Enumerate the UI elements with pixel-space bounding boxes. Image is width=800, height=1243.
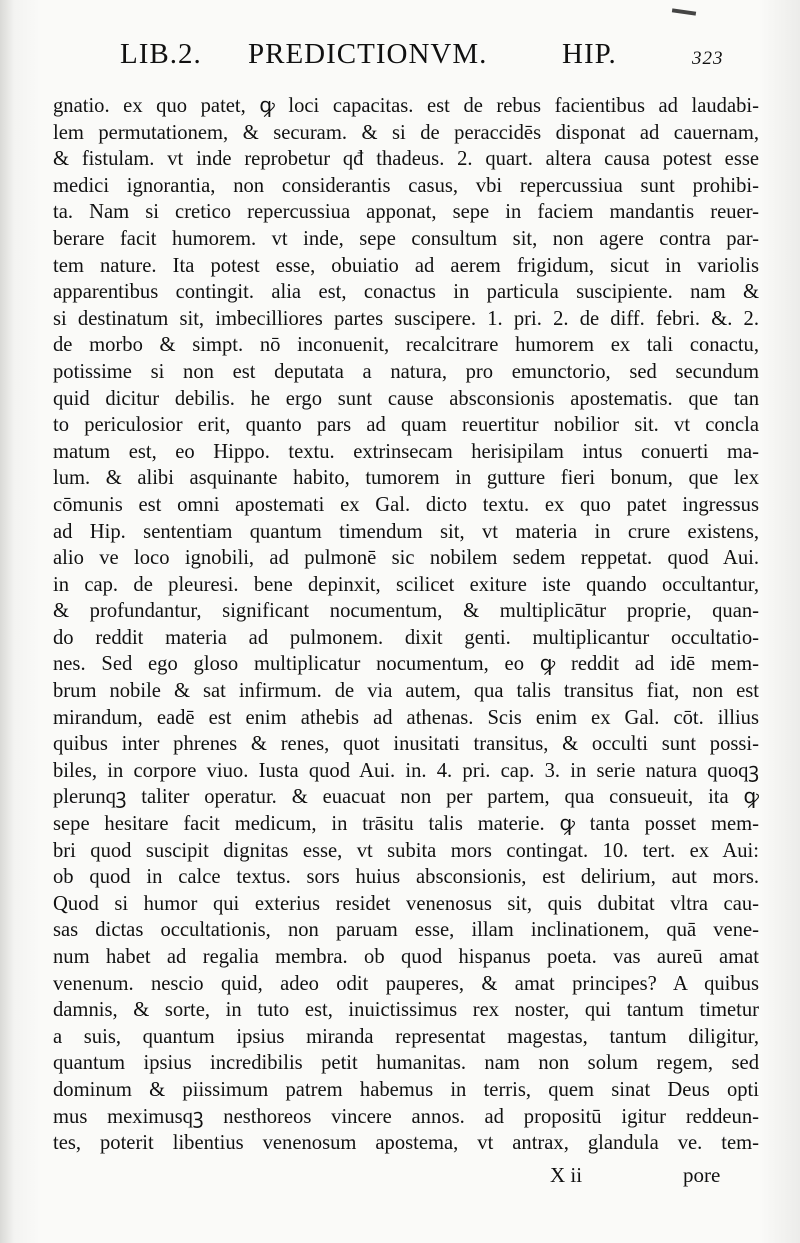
text-line: dominum & piissimum patrem habemus in terris, quem sinat Deus opti: [53, 1078, 759, 1101]
text-line: & fistulam. vt inde reprobetur qđ thadeus. 2. quart. altera causa potest esse: [53, 148, 759, 171]
text-line: ta. Nam si cretico repercussiua apponat, sepe in faciem mandantis reuer-: [53, 201, 759, 224]
text-line: matum est, eo Hippo. textu. extrinsecam herisipilam intus conuerti ma-: [53, 440, 759, 463]
header-author: HIP.: [562, 38, 617, 70]
text-line: quid dicitur debilis. he ergo sunt cause absconsionis apostematis. que tan: [53, 387, 759, 410]
text-line: sas dictas occultationis, non paruam esse, illam inclinationem, quā vene-: [53, 919, 759, 942]
text-line: & profundantur, significant nocumentum, & multiplicātur proprie, quan-: [53, 600, 759, 623]
text-line: apparentibus contingit. alia est, conactus in particula suscipiente. nam &: [53, 281, 759, 304]
text-line: nes. Sed ego gloso multiplicatur nocumentum, eo ꝙ reddit ad idē mem-: [53, 653, 759, 676]
text-line: plerunqꝫ taliter operatur. & euacuat non per partem, qua consueuit, ita ꝙ: [53, 786, 759, 809]
text-line: sepe hesitare facit medicum, in trāsitu talis materie. ꝙ tanta posset mem-: [53, 813, 759, 836]
text-line: ad Hip. sententiam quantum timendum sit, vt materia in crure existens,: [53, 520, 759, 543]
text-line: berare facit humorem. vt inde, sepe consultum sit, non agere contra par-: [53, 227, 759, 250]
text-line: cōmunis est omni apostemati ex Gal. dicto textu. ex quo patet ingressus: [53, 493, 759, 516]
text-line: mus meximusqꝫ nesthoreos vincere annos. ad propositū igitur reddeun-: [53, 1105, 759, 1128]
text-line: num habet ad regalia membra. ob quod hispanus poeta. vas aureū amat: [53, 946, 759, 968]
text-line: damnis, & sorte, in tuto est, inuictissimus rex noster, qui tantum timetur: [53, 999, 759, 1022]
running-header: [120, 38, 760, 74]
ink-mark: [672, 8, 696, 15]
folio-number: 323: [692, 48, 724, 69]
text-line: bri quod suscipit dignitas esse, vt subita mors contingat. 10. tert. ex Aui:: [53, 839, 759, 862]
signature-mark: X ii: [550, 1163, 583, 1187]
text-line: lum. & alibi asquinante habito, tumorem in gutture fieri bonum, que lex: [53, 467, 759, 490]
text-line: tes, poterit libentius venenosum apostema, vt antrax, glandula ve. tem-: [53, 1132, 759, 1155]
page-footer: [53, 1163, 759, 1193]
text-line: ob quod in calce textus. sors huius absconsionis, est delirium, aut mors.: [53, 866, 759, 889]
text-line: si destinatum sit, imbecilliores partes suscipere. 1. pri. 2. de diff. febri. &. 2.: [53, 307, 759, 330]
text-line: mirandum, eadē est enim athebis ad athenas. Scis enim ex Gal. cōt. illius: [53, 706, 759, 729]
text-line: lem permutationem, & securam. & si de peraccidēs disponat ad cauernam,: [53, 121, 759, 144]
text-line: tem nature. Ita potest esse, obuiatio ad aerem frigidum, sicut in variolis: [53, 254, 759, 277]
text-line: alio ve loco ignobili, ad pulmonē sic nobilem sedem reppetat. quod Aui.: [53, 547, 759, 570]
text-line: biles, in corpore viuo. Iusta quod Aui. in. 4. pri. cap. 3. in serie natura quoqꝫ: [53, 759, 759, 782]
header-book-number: LIB.2.: [120, 38, 202, 70]
text-line: quantum ipsius incredibilis petit humanitas. nam non solum regem, sed: [53, 1052, 759, 1075]
text-line: quibus inter phrenes & renes, quot inusitati transitus, & occulti sunt possi-: [53, 733, 759, 756]
body-text: [53, 93, 759, 1157]
text-line: potissime si non est deputata a natura, pro emunctorio, sed secundum: [53, 360, 759, 383]
text-line: venenum. nescio quid, adeo odit pauperes, & amat principes? A quibus: [53, 972, 759, 995]
header-title: PREDICTIONVM.: [248, 38, 488, 70]
text-line: to periculosior erit, quanto pars ad quam reuertitur nobilior sit. vt concla: [53, 414, 759, 437]
text-line: medici ignorantia, non considerantis casus, vbi repercussiua sunt prohibi-: [53, 174, 759, 197]
text-line: brum nobile & sat infirmum. de via autem, qua talis transitus fiat, non est: [53, 680, 759, 703]
catchword: pore: [683, 1163, 721, 1187]
text-line: gnatio. ex quo patet, ꝙ loci capacitas. est de rebus facientibus ad laudabi-: [53, 95, 759, 117]
text-line: in cap. de pleuresi. bene depinxit, scilicet exiture iste quando occultantur,: [53, 573, 759, 596]
text-line: a suis, quantum ipsius miranda representat magestas, tantum diligitur,: [53, 1025, 759, 1048]
text-line: de morbo & simpt. nō inconuenit, recalcitrare humorem ex tali conactu,: [53, 334, 759, 357]
text-line: Quod si humor qui exterius residet venenosus sit, quis dubitat vltra cau-: [53, 892, 759, 915]
text-line: do reddit materia ad pulmonem. dixit genti. multiplicantur occultatio-: [53, 626, 759, 649]
